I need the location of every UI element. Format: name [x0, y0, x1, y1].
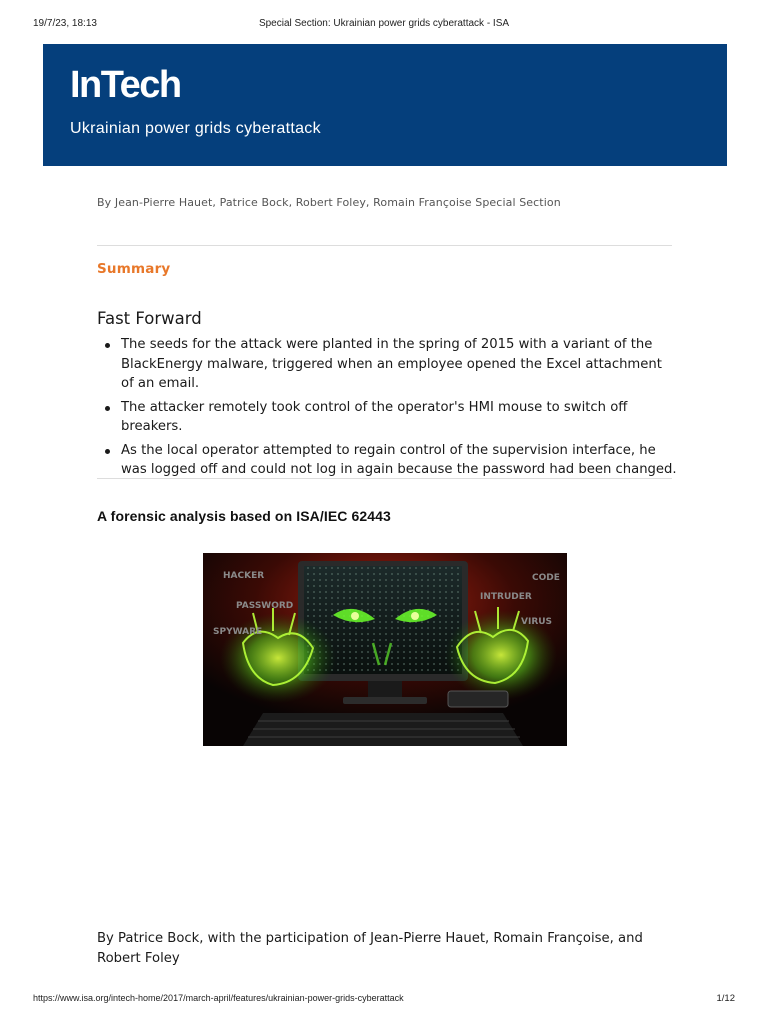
fast-forward-list: [97, 335, 677, 484]
fast-forward-heading: Fast Forward: [97, 309, 202, 328]
page-url[interactable]: https://www.isa.org/intech-home/2017/march-april/features/ukrainian-power-grids-cyberattack: [33, 993, 404, 1003]
image-word: CODE: [532, 573, 560, 583]
banner-title: Ukrainian power grids cyberattack: [70, 120, 321, 137]
image-word: PASSWORD: [236, 601, 294, 611]
author-credit: By Patrice Bock, with the participation of Jean-Pierre Hauet, Romain Françoise, and Robert Foley: [97, 931, 643, 966]
list-item: As the local operator attempted to regain control of the supervision interface, he was logged off and could not log in again because the password had been changed.: [97, 441, 677, 480]
divider-top: [97, 245, 672, 246]
byline: By Jean-Pierre Hauet, Patrice Bock, Robert Foley, Romain Françoise Special Section: [97, 196, 561, 209]
list-item: The attacker remotely took control of the operator's HMI mouse to switch off breakers.: [97, 398, 677, 437]
image-word: SPYWARE: [213, 627, 263, 637]
summary-label: Summary: [97, 261, 171, 277]
divider-bottom: [97, 478, 672, 479]
hacker-illustration: [203, 553, 567, 746]
print-datetime: 19/7/23, 18:13: [33, 18, 97, 29]
section-heading: A forensic analysis based on ISA/IEC 62443: [97, 508, 391, 524]
list-item: The seeds for the attack were planted in the spring of 2015 with a variant of the BlackEnergy malware, triggered when an employee opened the Excel attachment of an email.: [97, 335, 677, 394]
image-word: INTRUDER: [480, 592, 532, 602]
image-word: VIRUS: [521, 617, 553, 627]
intech-logo[interactable]: InTech: [70, 64, 181, 106]
page-number: 1/12: [716, 993, 735, 1004]
image-word: HACKER: [223, 571, 265, 581]
article-banner: [43, 44, 727, 166]
print-page-title: Special Section: Ukrainian power grids cyberattack - ISA: [258, 18, 510, 29]
